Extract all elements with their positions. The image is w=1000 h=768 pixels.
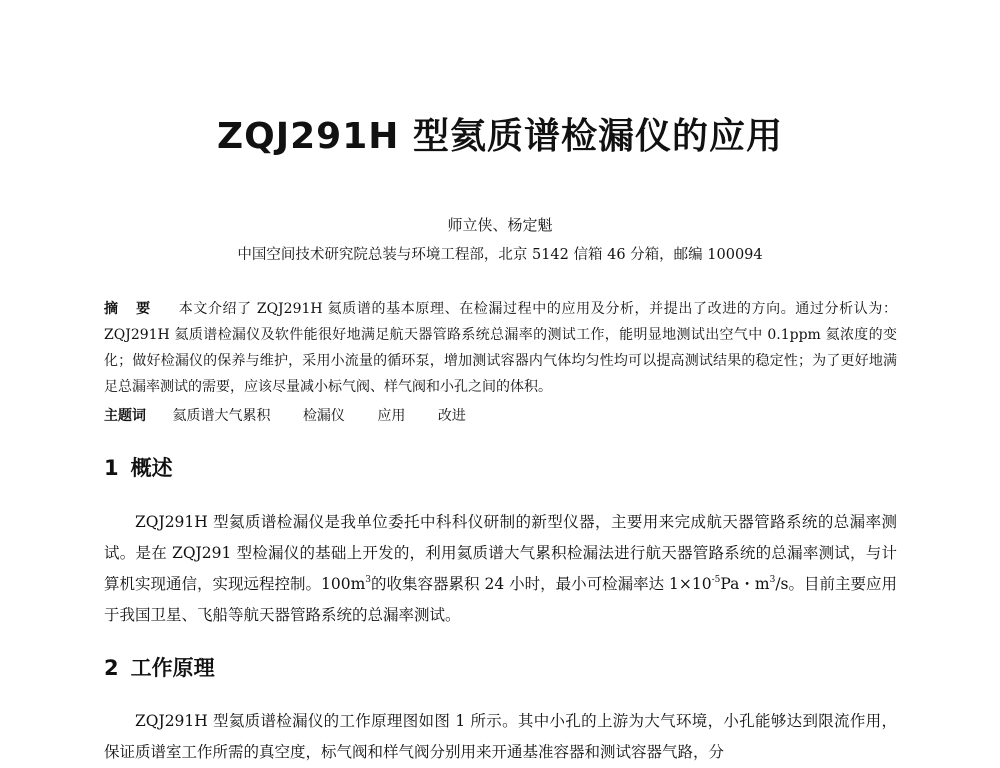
keyword: 改进	[437, 408, 466, 424]
section-title: 概述	[130, 456, 173, 480]
keyword: 应用	[377, 408, 406, 424]
paragraph-text: 的收集容器累积 24 小时，最小可检漏率达 1×10	[371, 575, 712, 593]
section-title: 工作原理	[130, 656, 215, 680]
paper-title: ZQJ291H 型氦质谱检漏仪的应用	[217, 116, 783, 157]
affiliation: 中国空间技术研究院总装与环境工程部，北京 5142 信箱 46 分箱，邮编 100094	[237, 247, 763, 263]
paragraph-text: /s。目前主要应用于我国卫星、飞船等航天器管路系统的总漏率测试。	[104, 575, 898, 624]
superscript: 3	[769, 575, 776, 585]
paragraph-text: Pa・m	[720, 575, 770, 593]
abstract-text: 本文介绍了 ZQJ291H 氦质谱的基本原理、在检漏过程中的应用及分析，并提出了改进的方向。通过分析认为：ZQJ291H 氦质谱检漏仪及软件能很好地满足航天器管路系统总漏率的测试工作，能明显地测试出空气中 0.1ppm 氦浓度的变化；做好检漏仪的保养与维护，采用小流量的循环泵，增加测试容器内气体均匀性均可以提高测试结果的稳定性；为了更好地满足总漏率测试的需要，应该尽量减小标气阀、样气阀和小孔之间的体积。	[104, 301, 897, 395]
keyword: 氦质谱大气累积	[172, 408, 271, 424]
superscript: 3	[365, 575, 372, 585]
abstract-label: 摘 要	[104, 301, 157, 317]
section-heading	[104, 452, 173, 482]
abstract	[104, 296, 897, 400]
section-paragraph	[104, 507, 897, 631]
authors: 师立侠、杨定魁	[447, 216, 553, 234]
keywords	[104, 405, 897, 425]
keywords-label: 主题词	[104, 408, 146, 424]
keyword: 检漏仪	[302, 408, 345, 424]
section-heading	[104, 652, 215, 682]
section-number: 1	[104, 456, 119, 480]
superscript: -5	[711, 575, 721, 585]
section-number: 2	[104, 656, 119, 680]
section-paragraph: ZQJ291H 型氦质谱检漏仪的工作原理图如图 1 所示。其中小孔的上游为大气环境，小孔能够达到限流作用，保证质谱室工作所需的真空度，标气阀和样气阀分别用来开通基准容器和测试容器气路，分	[104, 712, 897, 761]
paragraph-text: ZQJ291H 型氦质谱检漏仪是我单位委托中科科仪研制的新型仪器，主要用来完成航天器管路系统的总漏率测试。是在 ZQJ291 型检漏仪的基础上开发的，利用氦质谱大气累积检漏法进行航天器管路系统的总漏率测试，与计算机实现通信，实现远程控制。100m	[104, 513, 897, 593]
